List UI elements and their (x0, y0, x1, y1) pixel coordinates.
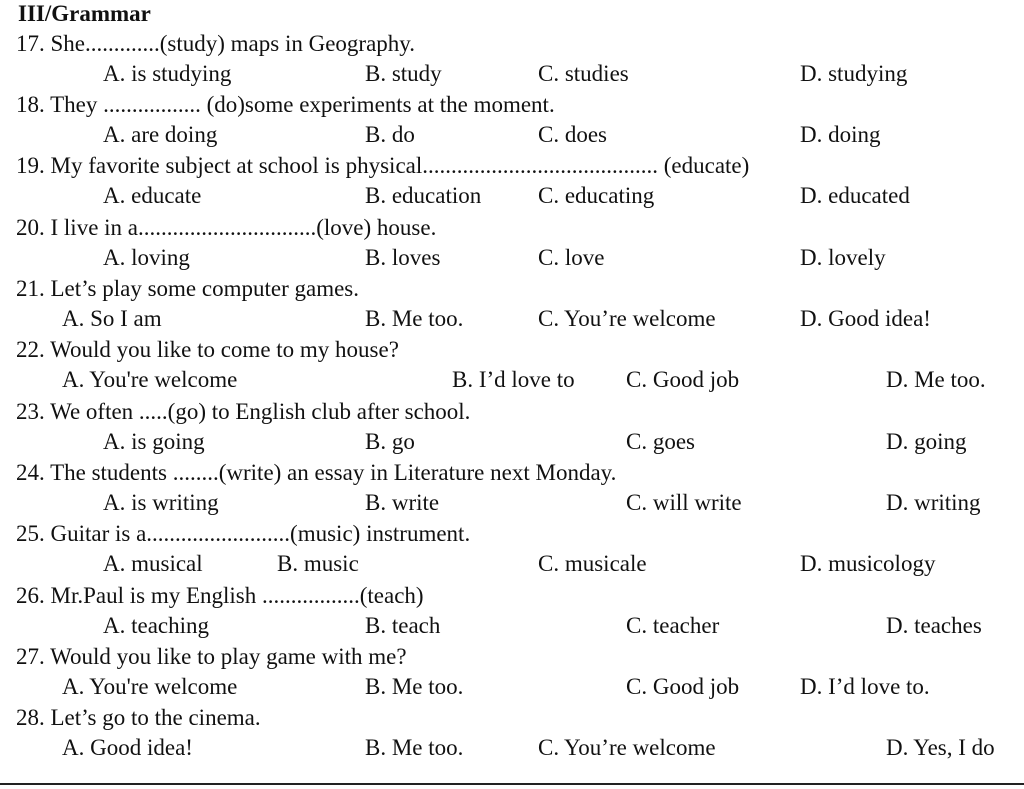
option-b: B. Me too. (365, 674, 464, 699)
question-stem: 17. She.............(study) maps in Geography. (16, 31, 416, 56)
option-d: D. musicology (800, 551, 936, 576)
question-25 (0, 520, 1024, 582)
option-b: B. write (365, 490, 440, 515)
option-c: C. teacher (626, 613, 720, 638)
option-b: B. do (365, 122, 415, 147)
option-c: C. love (538, 245, 605, 270)
option-a: A. Good idea! (62, 735, 193, 760)
option-b: B. I’d love to (452, 367, 575, 392)
question-stem: 20. I live in a...............................(love) house. (16, 215, 437, 240)
question-stem: 19. My favorite subject at school is physical......................................... (educate) (16, 153, 750, 178)
question-stem: 22. Would you like to come to my house? (16, 337, 399, 362)
option-a: A. You're welcome (62, 674, 238, 699)
section-title: III/Grammar (18, 1, 151, 26)
option-a: A. educate (103, 183, 202, 208)
option-b: B. loves (365, 245, 441, 270)
option-d: D. I’d love to. (800, 674, 930, 699)
question-stem: 27. Would you like to play game with me? (16, 644, 407, 669)
option-d: D. lovely (800, 245, 886, 270)
question-20 (0, 214, 1024, 276)
option-b: B. Me too. (365, 735, 464, 760)
question-stem: 26. Mr.Paul is my English .................(teach) (16, 583, 424, 608)
option-c: C. does (538, 122, 607, 147)
option-a: A. musical (103, 551, 203, 576)
option-d: D. Good idea! (800, 306, 931, 331)
option-a: A. is writing (103, 490, 219, 515)
option-b: B. teach (365, 613, 441, 638)
option-d: D. going (886, 429, 967, 454)
question-28 (0, 704, 1024, 766)
option-d: D. Me too. (886, 367, 986, 392)
option-c: C. You’re welcome (538, 735, 716, 760)
option-d: D. doing (800, 122, 881, 147)
option-d: D. Yes, I do (886, 735, 995, 760)
option-a: A. are doing (103, 122, 218, 147)
option-a: A. loving (103, 245, 190, 270)
question-17 (0, 30, 1024, 92)
option-a: A. You're welcome (62, 367, 238, 392)
option-b: B. music (277, 551, 359, 576)
option-c: C. will write (626, 490, 742, 515)
question-stem: 23. We often .....(go) to English club after school. (16, 399, 471, 424)
question-22 (0, 336, 1024, 398)
question-18 (0, 91, 1024, 153)
question-stem: 25. Guitar is a.........................(music) instrument. (16, 521, 471, 546)
question-26 (0, 582, 1024, 644)
question-23 (0, 398, 1024, 460)
option-d: D. teaches (886, 613, 982, 638)
option-b: B. go (365, 429, 415, 454)
option-c: C. musicale (538, 551, 647, 576)
question-stem: 24. The students ........(write) an essay in Literature next Monday. (16, 460, 617, 485)
question-stem: 21. Let’s play some computer games. (16, 276, 360, 301)
option-d: D. writing (886, 490, 981, 515)
option-c: C. goes (626, 429, 695, 454)
option-a: A. is studying (103, 61, 232, 86)
question-21 (0, 275, 1024, 337)
option-a: A. teaching (103, 613, 210, 638)
question-24 (0, 459, 1024, 521)
option-c: C. Good job (626, 674, 740, 699)
option-b: B. Me too. (365, 306, 464, 331)
option-b: B. study (365, 61, 442, 86)
option-b: B. education (365, 183, 482, 208)
option-d: D. studying (800, 61, 908, 86)
option-c: C. You’re welcome (538, 306, 716, 331)
question-stem: 28. Let’s go to the cinema. (16, 705, 261, 730)
question-19 (0, 152, 1024, 214)
question-stem: 18. They ................. (do)some experiments at the moment. (16, 92, 555, 117)
option-a: A. is going (103, 429, 205, 454)
option-a: A. So I am (62, 306, 162, 331)
page-bottom-rule (0, 783, 1024, 785)
option-d: D. educated (800, 183, 910, 208)
question-27 (0, 643, 1024, 705)
option-c: C. Good job (626, 367, 740, 392)
option-c: C. educating (538, 183, 655, 208)
option-c: C. studies (538, 61, 629, 86)
